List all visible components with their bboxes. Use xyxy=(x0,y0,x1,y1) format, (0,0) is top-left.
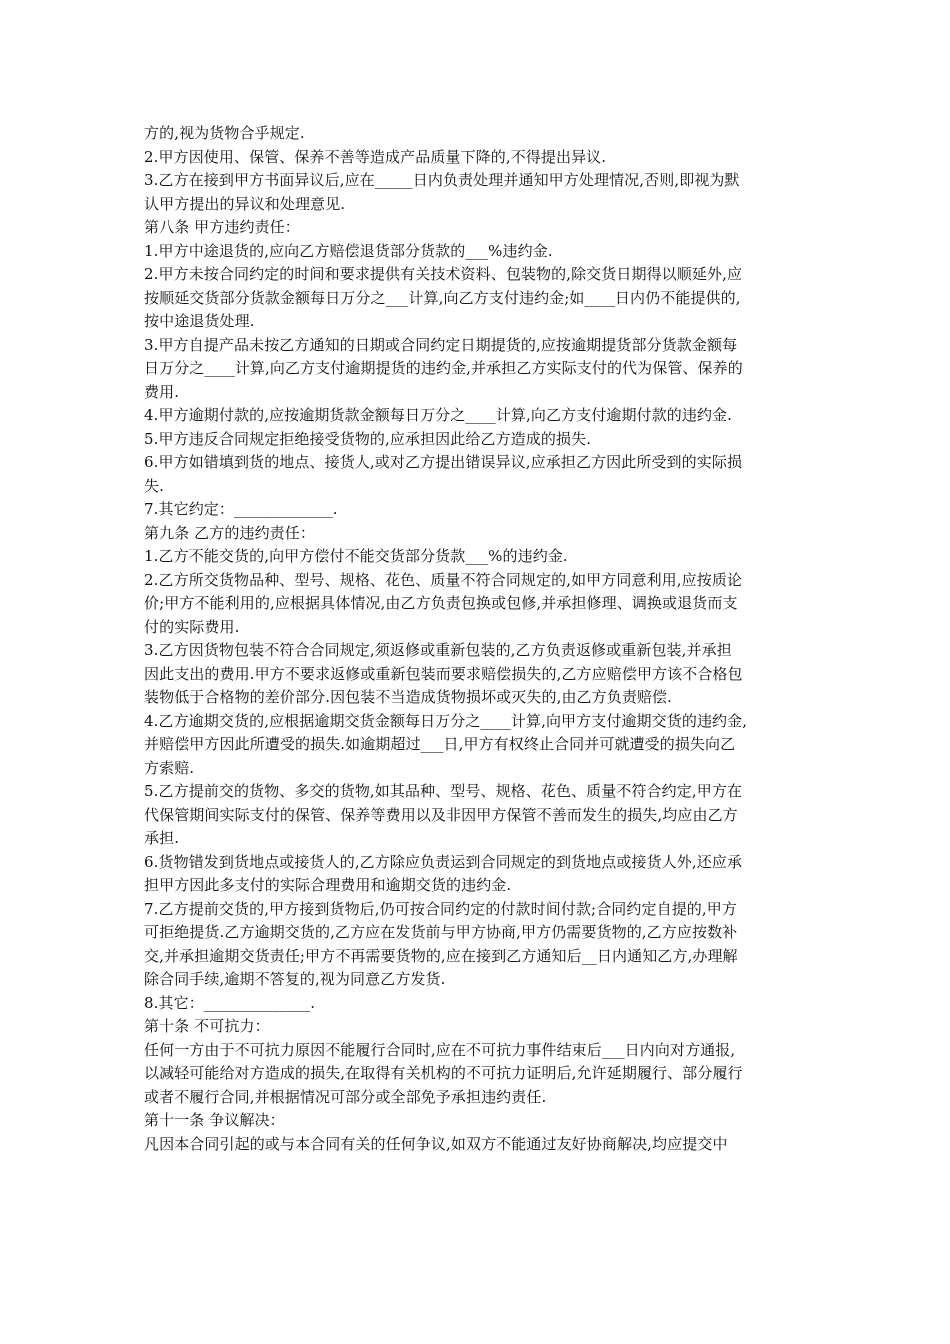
text-line: 方索赔. xyxy=(144,758,195,777)
text-line: 或者不履行合同,并根据情况可部分或全部免予承担违约责任. xyxy=(144,1087,547,1106)
text-line: 按中途退货处理. xyxy=(144,312,255,330)
text-line: 担甲方因此多支付的实际合理费用和逾期交货的违约金. xyxy=(144,876,512,894)
text-line: 除合同手续,逾期不答复的,视为同意乙方发货. xyxy=(144,970,446,988)
text-line: 任何一方由于不可抗力原因不能履行合同时,应在不可抗力事件结束后___日内向对方通报, xyxy=(144,1040,736,1059)
text-line: 5.甲方违反合同规定拒绝接受货物的,应承担因此给乙方造成的损失. xyxy=(144,429,592,448)
text-line: 7.其它约定：_____________. xyxy=(144,500,338,518)
text-line: 凡因本合同引起的或与本合同有关的任何争议,如双方不能通过友好协商解决,均应提交中 xyxy=(144,1134,728,1153)
text-line: 日万分之____计算,向乙方支付逾期提货的违约金,并承担乙方实际支付的代为保管、保养的 xyxy=(144,359,743,377)
text-line: 1.甲方中途退货的,应向乙方赔偿退货部分货款的___%违约金. xyxy=(144,241,553,260)
text-line: 3.甲方自提产品未按乙方通知的日期或合同约定日期提货的,应按逾期提货部分货款金额每 xyxy=(144,335,738,354)
text-line: 8.其它：______________. xyxy=(144,993,316,1012)
text-line: 6.货物错发到货地点或接货人的,乙方除应负责运到合同规定的到货地点或接货人外,还应承 xyxy=(144,852,743,871)
text-line: 认甲方提出的异议和处理意见. xyxy=(144,194,346,213)
text-line: 价;甲方不能利用的,应根据具体情况,由乙方负责包换或包修,并承担修理、调换或退货而支 xyxy=(144,594,738,612)
text-line: 3.乙方因货物包装不符合合同规定,须返修或重新包装的,乙方负责返修或重新包装,并承担 xyxy=(144,641,732,659)
text-line: 方的,视为货物合乎规定. xyxy=(144,124,305,142)
text-line: 以减轻可能给对方造成的损失,在取得有关机构的不可抗力证明后,允许延期履行、部分履行 xyxy=(144,1064,743,1082)
document-page xyxy=(144,122,814,1156)
text-line: 2.甲方因使用、保管、保养不善等造成产品质量下降的,不得提出异议. xyxy=(144,147,607,166)
text-line: 费用. xyxy=(144,382,180,401)
text-line: 第十一条 争议解决： xyxy=(144,1111,285,1129)
text-line: 付的实际费用. xyxy=(144,617,240,636)
text-line: 失. xyxy=(144,476,164,495)
text-line: 6.甲方如错填到货的地点、接货人,或对乙方提出错误异议,应承担乙方因此所受到的实际损 xyxy=(144,453,743,471)
text-line: 可拒绝提货.乙方逾期交货的,乙方应在发货前与甲方协商,甲方仍需要货物的,乙方应按数补 xyxy=(144,923,738,941)
text-line: 因此支出的费用.甲方不要求返修或重新包装而要求赔偿损失的,乙方应赔偿甲方该不合格包 xyxy=(144,664,743,683)
text-line: 承担. xyxy=(144,829,180,847)
text-line: 代保管期间实际支付的保管、保养等费用以及非因甲方保管不善而发生的损失,均应由乙方 xyxy=(144,805,738,824)
text-line: 第八条 甲方违约责任： xyxy=(144,218,300,236)
text-line: 第十条 不可抗力： xyxy=(144,1017,270,1035)
text-line: 装物低于合格物的差价部分.因包装不当造成货物损坏或灭失的,由乙方负责赔偿. xyxy=(144,688,673,706)
text-line: 1.乙方不能交货的,向甲方偿付不能交货部分货款___%的违约金. xyxy=(144,547,568,565)
text-line: 并赔偿甲方因此所遭受的损失.如逾期超过___日,甲方有权终止合同并可就遭受的损失向乙 xyxy=(144,735,736,753)
text-line: 4.甲方逾期付款的,应按逾期货款金额每日万分之____计算,向乙方支付逾期付款的违约金. xyxy=(144,406,733,424)
text-line: 4.乙方逾期交货的,应根据逾期交货金额每日万分之____计算,向甲方支付逾期交货的违约金, xyxy=(144,711,748,730)
text-line: 3.乙方在接到甲方书面异议后,应在_____日内负责处理并通知甲方处理情况,否则,即视为默 xyxy=(144,171,740,189)
text-line: 2.甲方未按合同约定的时间和要求提供有关技术资料、包装物的,除交货日期得以顺延外,应 xyxy=(144,265,743,283)
text-line: 交,并承担逾期交货责任;甲方不再需要货物的,应在接到乙方通知后__日内通知乙方,办理解 xyxy=(144,946,738,965)
text-line: 按顺延交货部分货款金额每日万分之___计算,向乙方支付违约金;如____日内仍不能提供的, xyxy=(144,288,741,307)
text-line: 7.乙方提前交货的,甲方接到货物后,仍可按合同约定的付款时间付款;合同约定自提的,甲方 xyxy=(144,899,737,918)
text-line: 5.乙方提前交的货物、多交的货物,如其品种、型号、规格、花色、质量不符合约定,甲方在 xyxy=(144,782,743,800)
text-line: 第九条 乙方的违约责任： xyxy=(144,523,315,542)
text-line: 2.乙方所交货物品种、型号、规格、花色、质量不符合同规定的,如甲方同意利用,应按质论 xyxy=(144,570,743,589)
